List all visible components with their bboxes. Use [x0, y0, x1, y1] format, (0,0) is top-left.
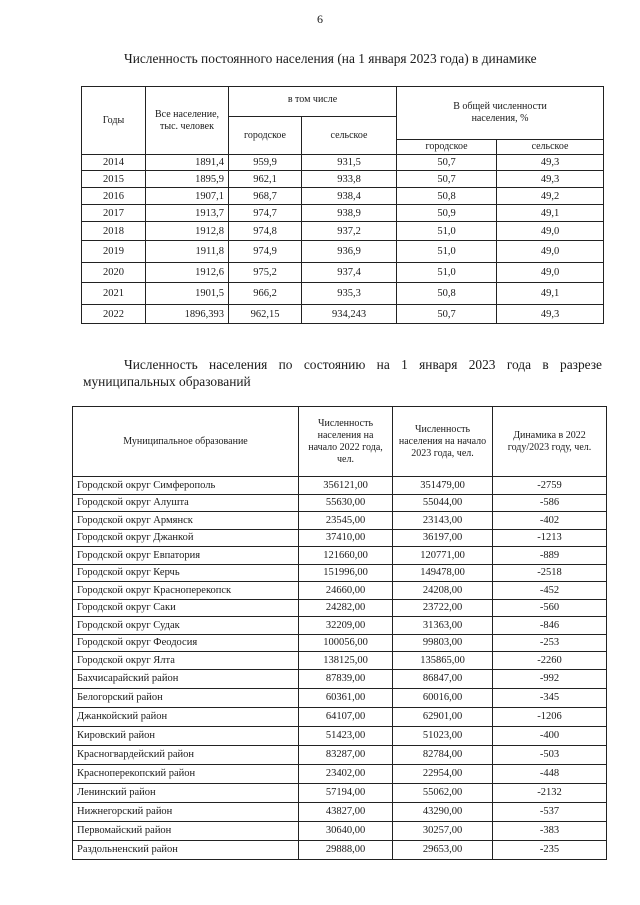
cell-rural: 934,243 [302, 305, 397, 324]
cell-urban-pct: 50,7 [397, 155, 497, 171]
table-row [73, 477, 607, 495]
cell-pop2023: 30257,00 [393, 821, 493, 840]
table-row [73, 599, 607, 617]
table-row [73, 764, 607, 783]
cell-year: 2018 [82, 222, 146, 241]
table-row [82, 171, 604, 188]
table-row [73, 802, 607, 821]
cell-municipality: Раздольненский район [73, 840, 299, 859]
cell-rural: 938,9 [302, 205, 397, 222]
header-urban-pct: городское [397, 140, 497, 155]
cell-urban-pct: 51,0 [397, 241, 497, 263]
cell-change: -846 [493, 617, 607, 635]
cell-pop2023: 135865,00 [393, 652, 493, 670]
cell-pop2023: 149478,00 [393, 564, 493, 582]
table-row [82, 205, 604, 222]
cell-change: -253 [493, 634, 607, 652]
table-row [82, 305, 604, 324]
cell-rural-pct: 49,1 [497, 205, 604, 222]
header-urban: городское [229, 117, 302, 155]
cell-pop2022: 83287,00 [299, 745, 393, 764]
cell-pop2022: 23545,00 [299, 512, 393, 530]
table-row [73, 634, 607, 652]
cell-pop2022: 55630,00 [299, 494, 393, 512]
cell-rural-pct: 49,3 [497, 171, 604, 188]
cell-municipality: Городской округ Феодосия [73, 634, 299, 652]
cell-pop2022: 30640,00 [299, 821, 393, 840]
cell-municipality: Городской округ Армянск [73, 512, 299, 530]
table-row [73, 652, 607, 670]
cell-change: -586 [493, 494, 607, 512]
table-row [82, 283, 604, 305]
cell-change: -1206 [493, 707, 607, 726]
cell-pop2022: 121660,00 [299, 547, 393, 565]
cell-rural-pct: 49,0 [497, 263, 604, 283]
cell-change: -2132 [493, 783, 607, 802]
cell-change: -400 [493, 726, 607, 745]
table-row [73, 582, 607, 600]
cell-municipality: Городской округ Судак [73, 617, 299, 635]
cell-pop2023: 351479,00 [393, 477, 493, 495]
cell-total: 1891,4 [146, 155, 229, 171]
cell-rural: 931,5 [302, 155, 397, 171]
cell-urban-pct: 50,8 [397, 188, 497, 205]
cell-change: -537 [493, 802, 607, 821]
cell-rural-pct: 49,3 [497, 155, 604, 171]
cell-urban-pct: 50,9 [397, 205, 497, 222]
cell-municipality: Бахчисарайский район [73, 669, 299, 688]
cell-municipality: Городской округ Саки [73, 599, 299, 617]
cell-change: -235 [493, 840, 607, 859]
table1-title: Численность постоянного населения (на 1 января 2023 года) в динамике [124, 51, 537, 66]
cell-rural-pct: 49,0 [497, 241, 604, 263]
table-row [73, 529, 607, 547]
table-row [82, 188, 604, 205]
cell-pop2023: 31363,00 [393, 617, 493, 635]
cell-urban: 959,9 [229, 155, 302, 171]
table-row [73, 783, 607, 802]
cell-pop2022: 43827,00 [299, 802, 393, 821]
cell-pop2022: 24660,00 [299, 582, 393, 600]
cell-municipality: Кировский район [73, 726, 299, 745]
cell-pop2022: 37410,00 [299, 529, 393, 547]
cell-pop2022: 23402,00 [299, 764, 393, 783]
cell-municipality: Ленинский район [73, 783, 299, 802]
cell-pop2022: 100056,00 [299, 634, 393, 652]
cell-pop2022: 138125,00 [299, 652, 393, 670]
cell-pop2023: 22954,00 [393, 764, 493, 783]
cell-change: -560 [493, 599, 607, 617]
cell-rural: 937,2 [302, 222, 397, 241]
cell-pop2023: 23143,00 [393, 512, 493, 530]
cell-urban: 966,2 [229, 283, 302, 305]
cell-urban: 962,1 [229, 171, 302, 188]
cell-year: 2014 [82, 155, 146, 171]
cell-pop2022: 87839,00 [299, 669, 393, 688]
table-row [73, 745, 607, 764]
table-row [73, 617, 607, 635]
table-row [82, 222, 604, 241]
cell-change: -1213 [493, 529, 607, 547]
cell-urban: 968,7 [229, 188, 302, 205]
cell-pop2023: 62901,00 [393, 707, 493, 726]
cell-pop2022: 64107,00 [299, 707, 393, 726]
cell-total: 1913,7 [146, 205, 229, 222]
cell-pop2023: 43290,00 [393, 802, 493, 821]
table-row [73, 564, 607, 582]
cell-change: -2260 [493, 652, 607, 670]
table-row [73, 726, 607, 745]
cell-pop2023: 55044,00 [393, 494, 493, 512]
cell-municipality: Городской округ Ялта [73, 652, 299, 670]
cell-change: -452 [493, 582, 607, 600]
header-years: Годы [82, 87, 146, 155]
table-row [82, 263, 604, 283]
cell-pop2023: 24208,00 [393, 582, 493, 600]
cell-urban: 962,15 [229, 305, 302, 324]
cell-urban-pct: 50,7 [397, 171, 497, 188]
cell-municipality: Нижнегорский район [73, 802, 299, 821]
cell-rural: 935,3 [302, 283, 397, 305]
cell-pop2022: 24282,00 [299, 599, 393, 617]
cell-rural: 937,4 [302, 263, 397, 283]
cell-municipality: Городской округ Алушта [73, 494, 299, 512]
cell-pop2022: 51423,00 [299, 726, 393, 745]
cell-pop2022: 32209,00 [299, 617, 393, 635]
table-row [82, 155, 604, 171]
cell-pop2022: 151996,00 [299, 564, 393, 582]
header-dynamics: Динамика в 2022 году/2023 году, чел. [493, 407, 607, 477]
cell-rural-pct: 49,0 [497, 222, 604, 241]
cell-municipality: Первомайский район [73, 821, 299, 840]
table-row [82, 241, 604, 263]
cell-rural-pct: 49,1 [497, 283, 604, 305]
cell-municipality: Белогорский район [73, 688, 299, 707]
municipal-population-table [72, 406, 607, 860]
cell-total: 1912,8 [146, 222, 229, 241]
header-pop2022: Численность населения на начало 2022 года, чел. [299, 407, 393, 477]
table-row [73, 512, 607, 530]
cell-year: 2015 [82, 171, 146, 188]
cell-pop2023: 99803,00 [393, 634, 493, 652]
cell-municipality: Джанкойский район [73, 707, 299, 726]
header-total: Все население, тыс. человек [146, 87, 229, 155]
header-rural: сельское [302, 117, 397, 155]
table2-title-line2: муниципальных образований [83, 374, 251, 389]
table-row [73, 821, 607, 840]
cell-pop2023: 60016,00 [393, 688, 493, 707]
cell-pop2022: 29888,00 [299, 840, 393, 859]
cell-urban-pct: 51,0 [397, 222, 497, 241]
population-dynamics-table [81, 86, 604, 324]
cell-pop2023: 55062,00 [393, 783, 493, 802]
table-row [73, 669, 607, 688]
cell-urban: 974,8 [229, 222, 302, 241]
cell-pop2022: 60361,00 [299, 688, 393, 707]
cell-rural: 938,4 [302, 188, 397, 205]
cell-urban: 974,9 [229, 241, 302, 263]
cell-total: 1896,393 [146, 305, 229, 324]
cell-change: -992 [493, 669, 607, 688]
cell-year: 2020 [82, 263, 146, 283]
cell-pop2023: 23722,00 [393, 599, 493, 617]
page-number: 6 [317, 12, 323, 26]
table-row [73, 840, 607, 859]
cell-municipality: Городской округ Джанкой [73, 529, 299, 547]
cell-pop2022: 57194,00 [299, 783, 393, 802]
cell-pop2023: 86847,00 [393, 669, 493, 688]
cell-pop2023: 82784,00 [393, 745, 493, 764]
cell-year: 2021 [82, 283, 146, 305]
header-rural-pct: сельское [497, 140, 604, 155]
header-municipality: Муниципальное образование [73, 407, 299, 477]
cell-urban-pct: 50,7 [397, 305, 497, 324]
cell-rural: 933,8 [302, 171, 397, 188]
table-row [73, 688, 607, 707]
cell-change: -889 [493, 547, 607, 565]
cell-urban: 974,7 [229, 205, 302, 222]
cell-total: 1907,1 [146, 188, 229, 205]
cell-rural-pct: 49,2 [497, 188, 604, 205]
cell-pop2023: 120771,00 [393, 547, 493, 565]
table2-title-line1: Численность населения по состоянию на 1 января 2023 года в разрезе [124, 357, 602, 372]
cell-change: -402 [493, 512, 607, 530]
cell-pop2023: 29653,00 [393, 840, 493, 859]
cell-change: -448 [493, 764, 607, 783]
cell-change: -2759 [493, 477, 607, 495]
cell-rural-pct: 49,3 [497, 305, 604, 324]
cell-total: 1911,8 [146, 241, 229, 263]
cell-municipality: Городской округ Керчь [73, 564, 299, 582]
cell-change: -503 [493, 745, 607, 764]
cell-pop2023: 51023,00 [393, 726, 493, 745]
cell-urban-pct: 51,0 [397, 263, 497, 283]
table-row [73, 494, 607, 512]
table-row [73, 547, 607, 565]
cell-pop2023: 36197,00 [393, 529, 493, 547]
cell-change: -345 [493, 688, 607, 707]
header-share: В общей численности населения, % [397, 87, 604, 140]
cell-urban-pct: 50,8 [397, 283, 497, 305]
cell-change: -383 [493, 821, 607, 840]
cell-change: -2518 [493, 564, 607, 582]
cell-urban: 975,2 [229, 263, 302, 283]
cell-municipality: Городской округ Красноперекопск [73, 582, 299, 600]
cell-year: 2019 [82, 241, 146, 263]
cell-year: 2016 [82, 188, 146, 205]
cell-municipality: Красноперекопский район [73, 764, 299, 783]
cell-municipality: Городской округ Симферополь [73, 477, 299, 495]
header-including: в том числе [229, 87, 397, 117]
cell-total: 1895,9 [146, 171, 229, 188]
cell-year: 2022 [82, 305, 146, 324]
cell-municipality: Городской округ Евпатория [73, 547, 299, 565]
cell-municipality: Красногвардейский район [73, 745, 299, 764]
header-pop2023: Численность населения на начало 2023 года, чел. [393, 407, 493, 477]
cell-total: 1901,5 [146, 283, 229, 305]
cell-rural: 936,9 [302, 241, 397, 263]
table-row [73, 707, 607, 726]
cell-total: 1912,6 [146, 263, 229, 283]
cell-pop2022: 356121,00 [299, 477, 393, 495]
cell-year: 2017 [82, 205, 146, 222]
